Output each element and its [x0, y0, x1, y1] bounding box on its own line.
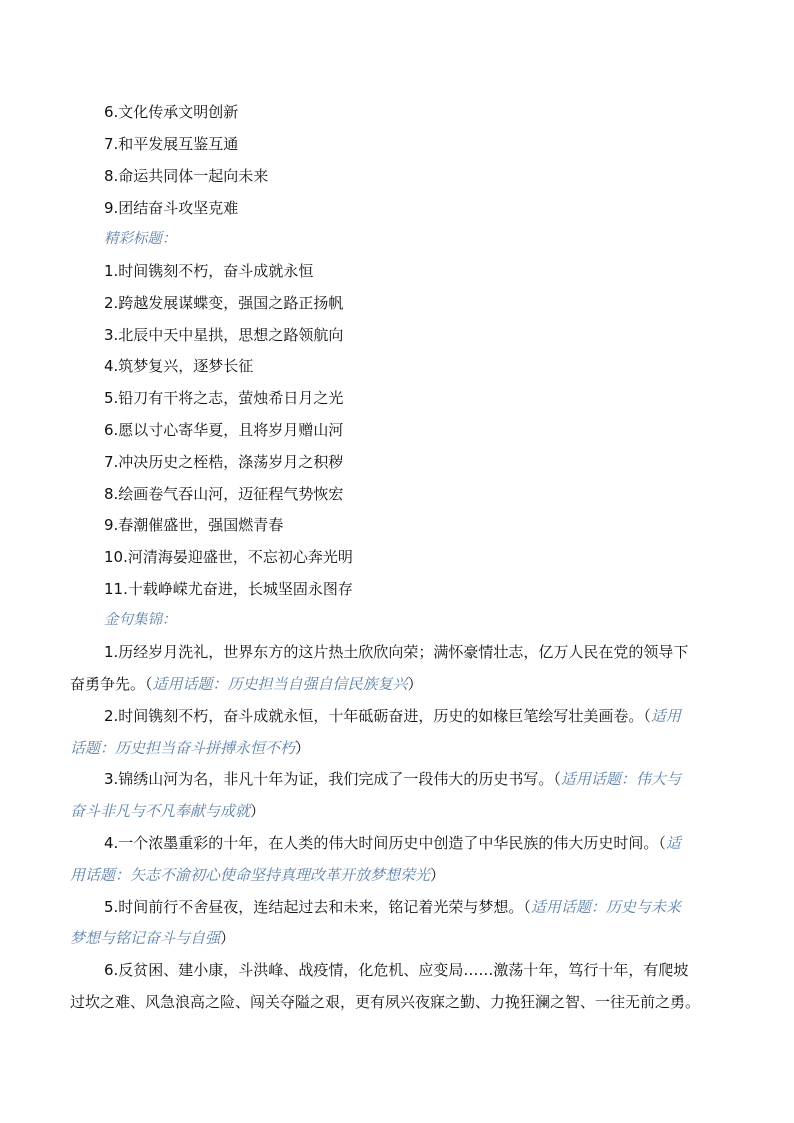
section-heading-titles: 精彩标题： [104, 231, 177, 247]
quote-text: 2.时间镌刻不朽，奋斗成就永恒，十年砥砺奋进，历史的如椽巨笔绘写壮美画卷。（ [104, 707, 651, 725]
title-item: 9.春潮催盛世，强国燃青春 [104, 516, 284, 534]
quote-text: ） [295, 739, 311, 757]
quote-line [70, 801, 722, 821]
quote-text: 3.锦绣山河为名，非凡十年为证，我们完成了一段伟大的历史书写。（ [104, 770, 561, 788]
list-item: 7.和平发展互鉴互通 [104, 135, 239, 153]
quote-line: 6.反贫困、建小康，斗洪峰、战疫情，化危机、应变局……激荡十年，笃行十年，有爬坡 [104, 961, 689, 979]
quote-topic: 适用话题：历史与未来 [530, 898, 681, 916]
quote-topic: 话题：历史担当奋斗拼搏永恒不朽 [70, 739, 296, 757]
quote-topic: 梦想与铭记奋斗与自强 [70, 929, 221, 947]
quote-line [70, 865, 722, 885]
title-item: 4.筑梦复兴，逐梦长征 [104, 357, 254, 375]
quote-line [70, 928, 722, 948]
quote-line [70, 674, 722, 694]
quote-topic: 奋斗非凡与不凡奉献与成就 [70, 802, 251, 820]
title-item: 10.河清海晏迎盛世，不忘初心奔光明 [104, 548, 353, 566]
title-item: 1.时间镌刻不朽，奋斗成就永恒 [104, 262, 314, 280]
quote-topic: 适用话题：伟大与 [560, 770, 681, 788]
quote-line [104, 833, 681, 853]
title-item: 2.跨越发展谋蝶变，强国之路正扬帆 [104, 294, 344, 312]
quote-topic: 适用话题：历史担当自强自信民族复兴 [152, 675, 408, 693]
list-item: 6.文化传承文明创新 [104, 103, 239, 121]
quote-text: ） [407, 675, 423, 693]
quote-topic: 适用 [650, 707, 681, 725]
quote-line: 过坎之难、风急浪高之险、闯关夺隘之艰，更有夙兴夜寐之勤、力挽狂澜之智、一往无前之勇。 [70, 993, 701, 1011]
quote-text: 奋勇争先。（ [70, 675, 153, 693]
title-item: 11.十载峥嵘尤奋进，长城坚固永图存 [104, 580, 353, 598]
title-item: 7.冲决历史之桎梏，涤荡岁月之积秽 [104, 453, 344, 471]
quote-text: 4.一个浓墨重彩的十年，在人类的伟大时间历史中创造了中华民族的伟大历史时间。（ [104, 834, 666, 852]
quote-line [70, 738, 722, 758]
quote-text: ） [250, 802, 266, 820]
quote-text: 5.时间前行不舍昼夜，连结起过去和未来，铭记着光荣与梦想。（ [104, 898, 531, 916]
quote-text: ） [430, 866, 446, 884]
quote-line: 1.历经岁月洗礼，世界东方的这片热土欣欣向荣；满怀豪情壮志，亿万人民在党的领导下 [104, 643, 689, 661]
quote-topic: 用话题：矢志不渝初心使命坚持真理改革开放梦想荣光 [70, 866, 431, 884]
quote-text: ） [220, 929, 236, 947]
quote-line [104, 897, 681, 917]
title-item: 3.北辰中天中星拱，思想之路领航向 [104, 326, 344, 344]
title-item: 5.铅刀有干将之志，萤烛希日月之光 [104, 389, 344, 407]
title-item: 6.愿以寸心寄华夏，且将岁月赠山河 [104, 421, 344, 439]
quote-topic: 适 [665, 834, 681, 852]
quote-line [104, 706, 681, 726]
section-heading-quotes: 金句集锦： [104, 612, 177, 628]
list-item: 9.团结奋斗攻坚克难 [104, 199, 239, 217]
quote-line [104, 769, 681, 789]
title-item: 8.绘画卷气吞山河，迈征程气势恢宏 [104, 485, 344, 503]
list-item: 8.命运共同体一起向未来 [104, 167, 269, 185]
